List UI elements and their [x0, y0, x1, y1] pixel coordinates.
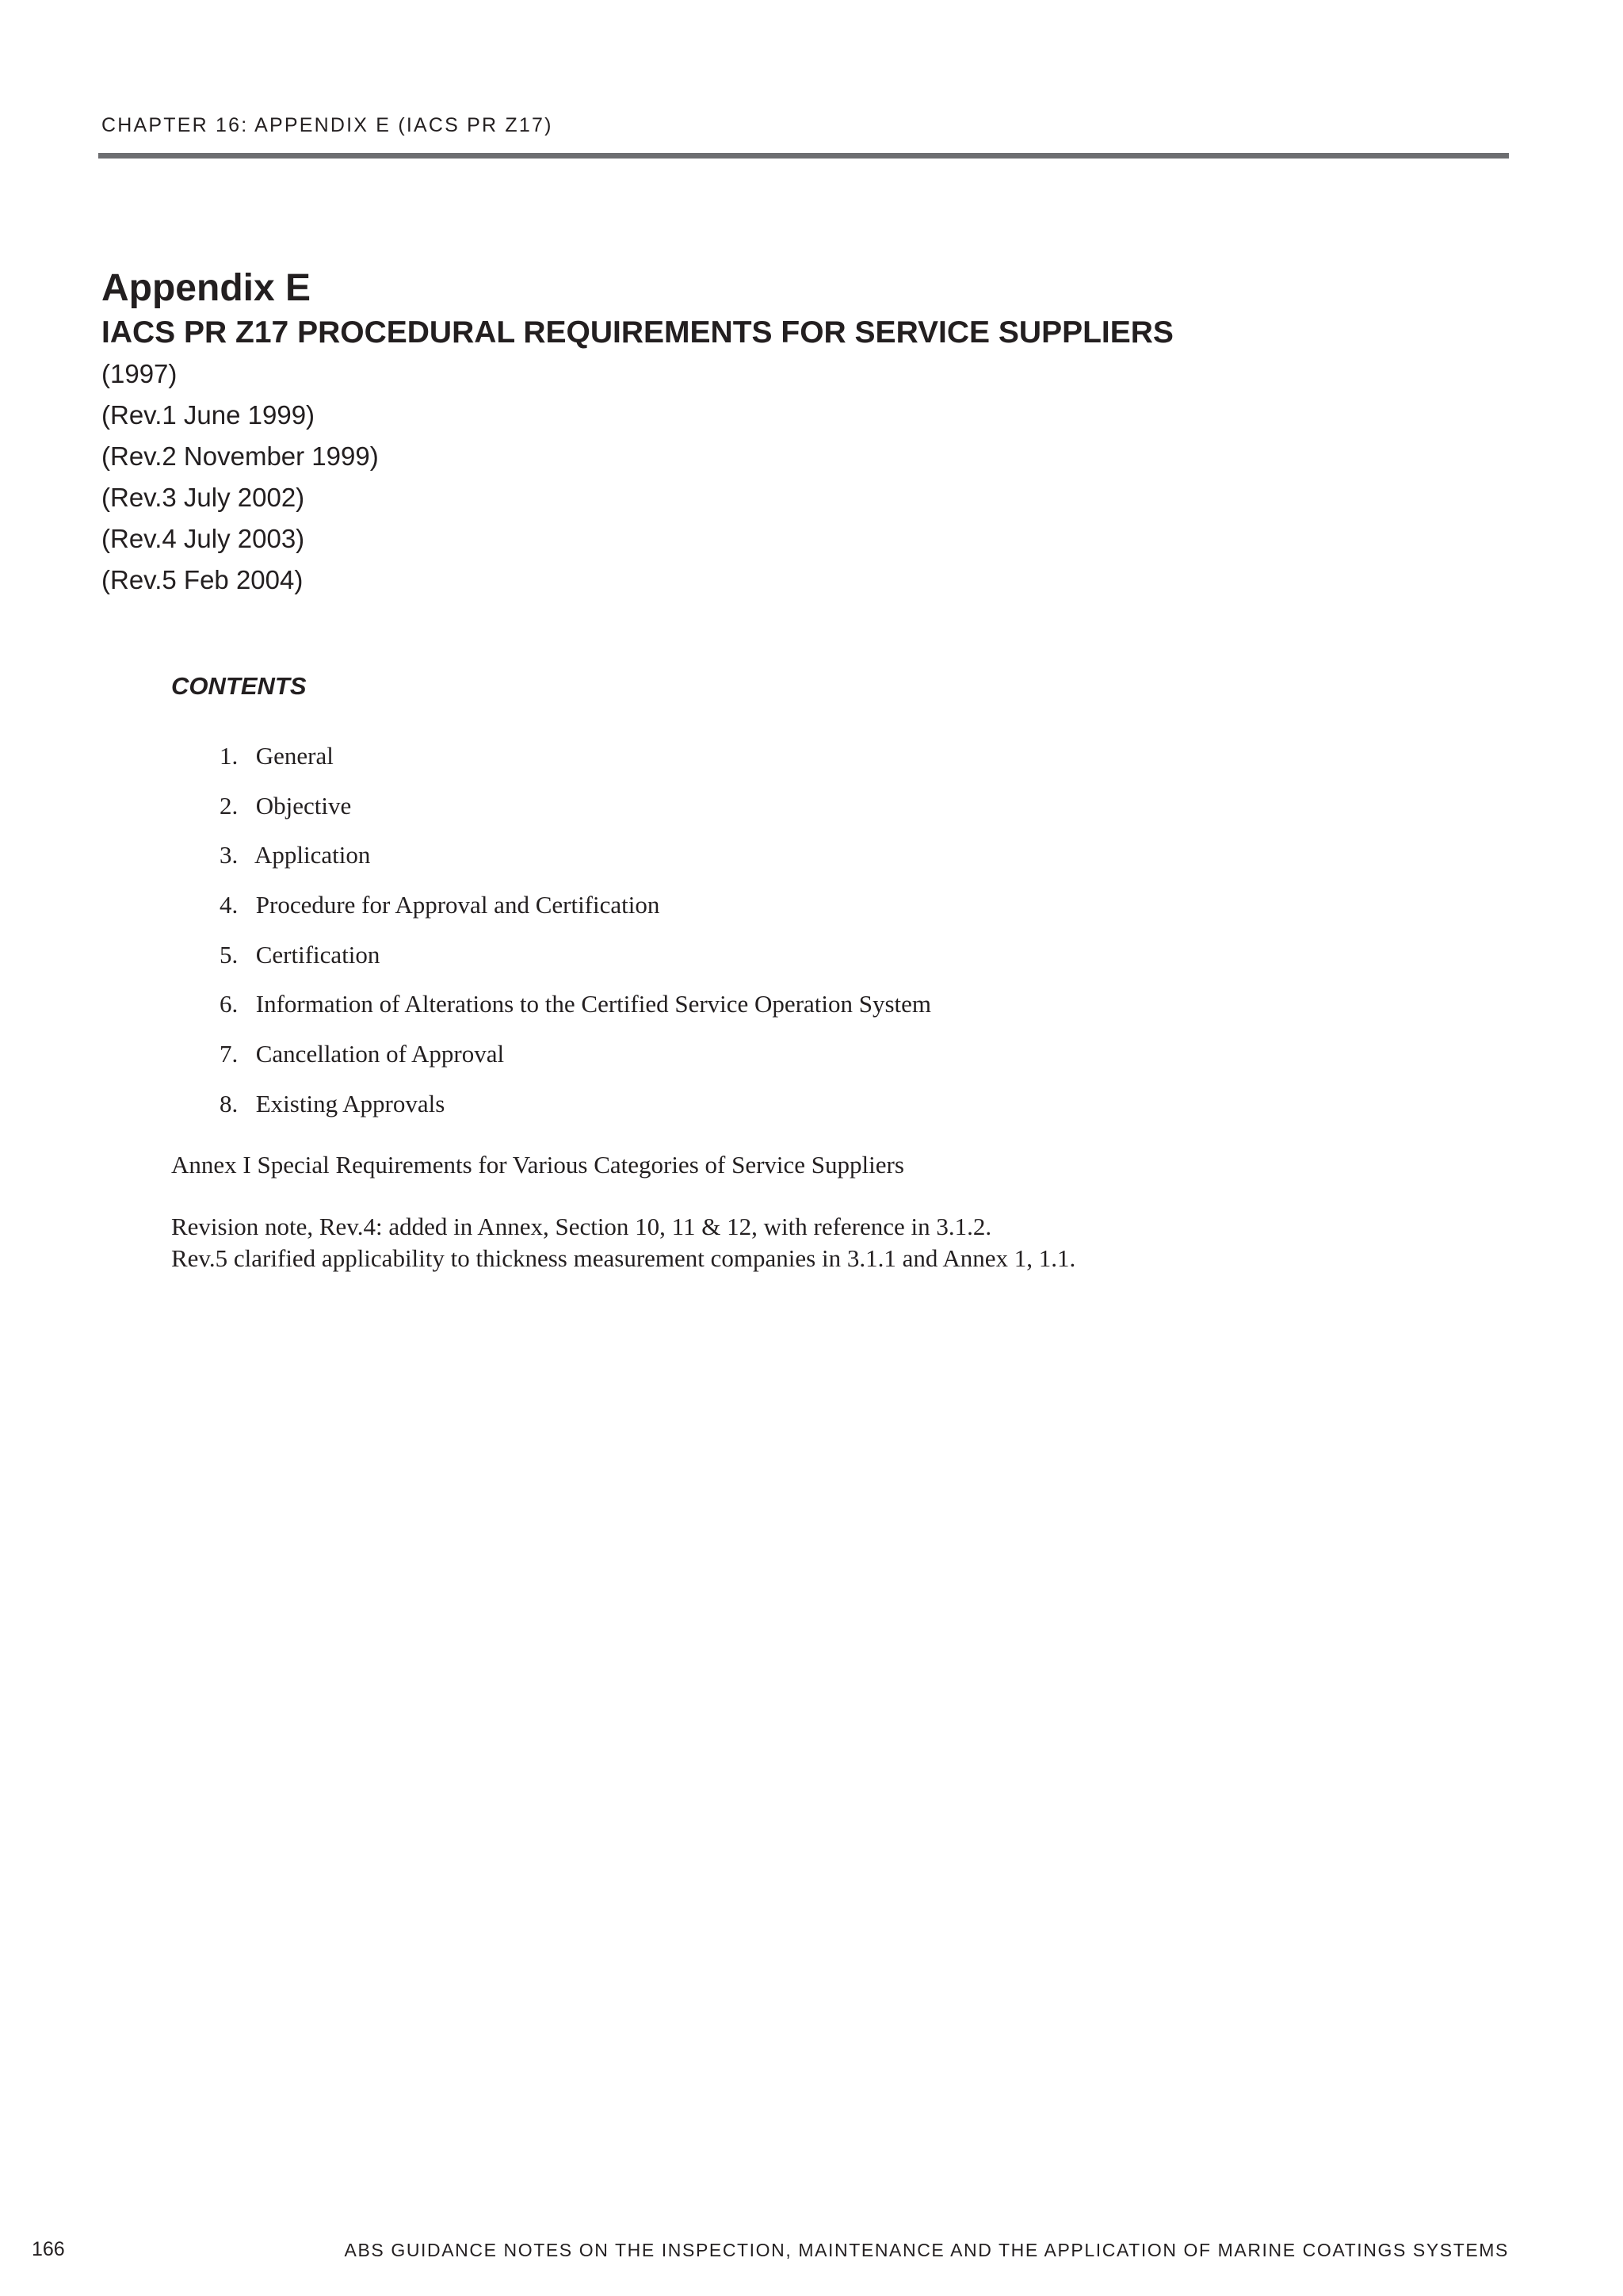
contents-item-label: General — [255, 742, 334, 770]
contents-item-number: 1. — [220, 742, 239, 770]
contents-item-number: 8. — [220, 1089, 239, 1117]
contents-item-label: Procedure for Approval and Certification — [255, 891, 660, 919]
contents-item-label: Objective — [255, 791, 352, 819]
contents-item-label: Application — [254, 841, 371, 869]
contents-item — [220, 884, 931, 934]
appendix-title: Appendix E — [101, 267, 311, 309]
contents-item-label: Cancellation of Approval — [255, 1040, 505, 1068]
contents-item-number: 3. — [220, 841, 239, 869]
revision-entry: (1997) — [101, 359, 178, 388]
revision-entry: (Rev.4 July 2003) — [101, 524, 305, 553]
revision-entry: (Rev.1 June 1999) — [101, 400, 315, 430]
contents-list — [220, 735, 931, 1133]
contents-item — [220, 1033, 931, 1083]
contents-item — [220, 984, 931, 1033]
revision-note-line: Rev.5 clarified applicability to thickness measurement companies in 3.1.1 and Annex 1, 1.1. — [171, 1244, 1076, 1272]
header-rule — [98, 153, 1509, 159]
revision-entry: (Rev.5 Feb 2004) — [101, 565, 304, 594]
contents-item-number: 4. — [220, 891, 239, 919]
contents-item — [220, 934, 931, 984]
running-header: CHAPTER 16: APPENDIX E (IACS PR Z17) — [101, 114, 553, 136]
contents-item-label: Information of Alterations to the Certified Service Operation System — [255, 990, 932, 1018]
title-block — [101, 265, 1174, 601]
contents-item-label: Existing Approvals — [255, 1089, 445, 1117]
revision-history — [101, 353, 1174, 601]
annex-reference: Annex I Special Requirements for Various Categories of Service Suppliers — [171, 1151, 904, 1179]
page-number: 166 — [32, 2238, 65, 2260]
contents-item-number: 5. — [220, 940, 239, 968]
contents-heading: CONTENTS — [171, 672, 307, 700]
revision-note-line: Revision note, Rev.4: added in Annex, Section 10, 11 & 12, with reference in 3.1.2. — [171, 1213, 992, 1240]
contents-item-number: 6. — [220, 990, 239, 1018]
revision-entry: (Rev.2 November 1999) — [101, 441, 379, 471]
publication-title: ABS GUIDANCE NOTES ON THE INSPECTION, MAINTENANCE AND THE APPLICATION OF MARINE COATINGS SYSTEMS — [344, 2240, 1509, 2260]
revision-entry: (Rev.3 July 2002) — [101, 483, 305, 512]
contents-item — [220, 835, 931, 884]
appendix-subtitle: IACS PR Z17 PROCEDURAL REQUIREMENTS FOR SERVICE SUPPLIERS — [101, 315, 1174, 350]
contents-item-label: Certification — [255, 940, 380, 968]
contents-item — [220, 785, 931, 835]
revision-note — [171, 1211, 1075, 1274]
contents-item-number: 7. — [220, 1040, 239, 1068]
contents-item-number: 2. — [220, 791, 239, 819]
contents-item — [220, 735, 931, 785]
contents-item — [220, 1083, 931, 1133]
